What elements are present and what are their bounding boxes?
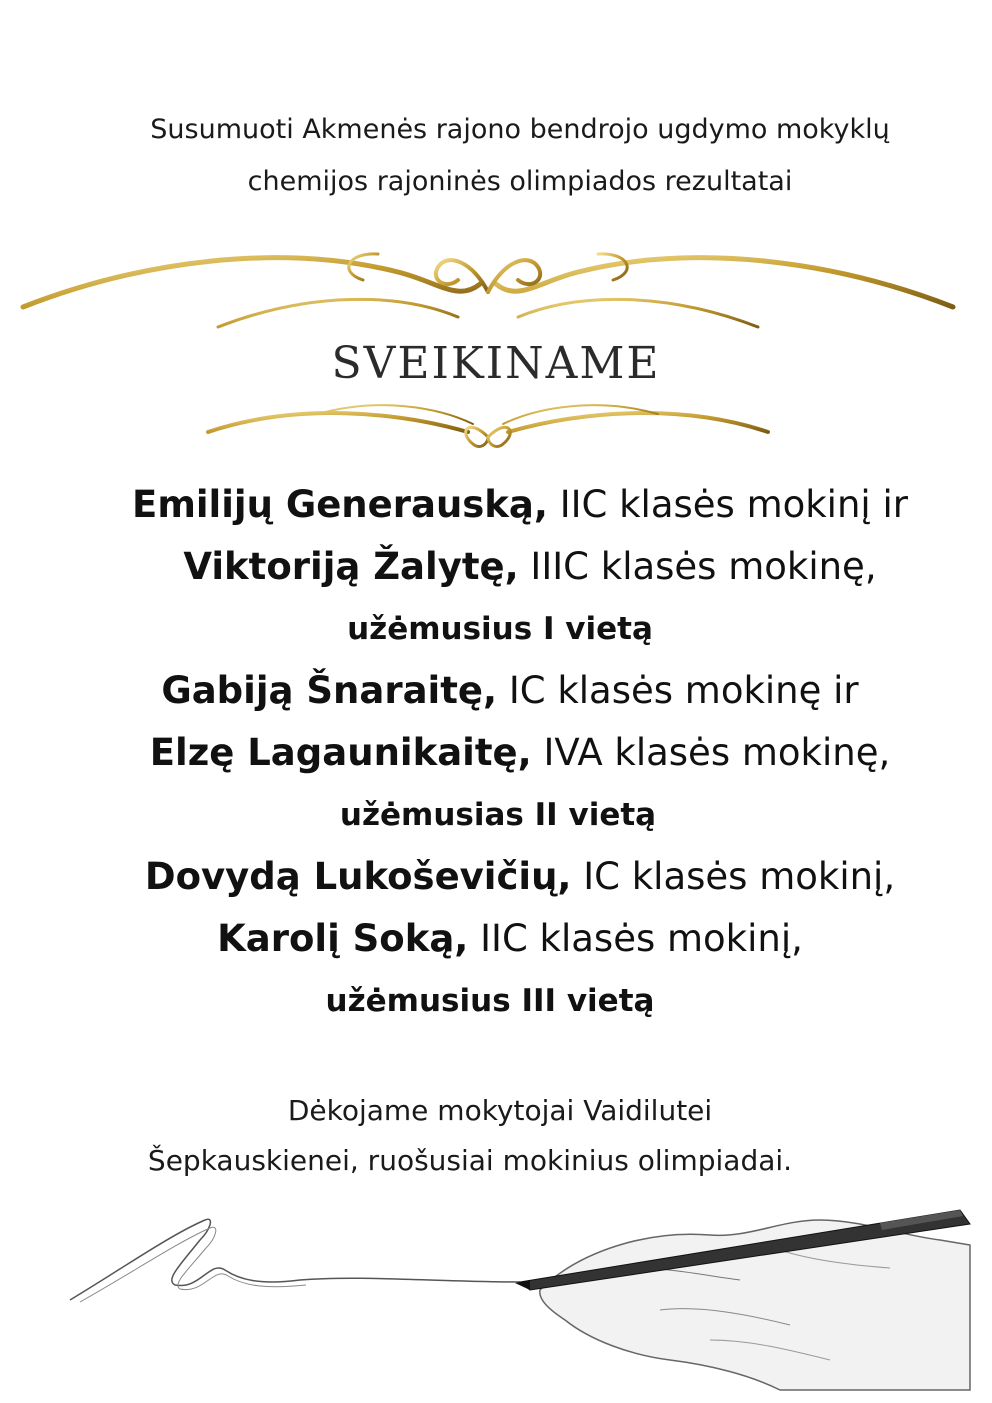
honor-line	[50, 536, 992, 598]
thanks-line-2: Šepkauskienei, ruošusiai mokinius olimpiadai.	[147, 1144, 793, 1177]
place-text: užėmusius III vietą	[325, 983, 655, 1019]
student-name: Gabiją Šnaraitę,	[161, 669, 498, 712]
thanks-text	[40, 1086, 960, 1186]
honor-line	[30, 908, 990, 970]
place-text: užėmusias II vietą	[339, 797, 657, 833]
student-class: IVA klasės mokinę,	[531, 731, 891, 774]
student-name: Emilijų Generauską,	[132, 483, 548, 526]
honors-list	[40, 474, 992, 1032]
student-class: IC klasės mokinę ir	[497, 669, 859, 712]
honor-line	[40, 722, 992, 784]
hand-with-pen-signature-icon	[60, 1190, 980, 1400]
honor-line	[40, 474, 992, 536]
place-text: užėmusius I vietą	[347, 611, 653, 647]
honor-line	[30, 660, 990, 722]
student-name: Viktoriją Žalytę,	[183, 545, 519, 588]
intro-line-1: Susumuoti Akmenės rajono bendrojo ugdymo mokyklų	[150, 114, 890, 145]
student-class: IIIC klasės mokinę,	[518, 545, 877, 588]
student-name: Karolį Soką,	[217, 917, 469, 960]
student-name: Dovydą Lukoševičių,	[144, 855, 572, 898]
student-name: Elzę Lagaunikaitę,	[149, 731, 532, 774]
student-class: IIC klasės mokinį ir	[547, 483, 908, 526]
banner-title: SVEIKINAME	[331, 338, 661, 389]
student-class: IIC klasės mokinį,	[468, 917, 803, 960]
thanks-line-1: Dėkojame mokytojai Vaidilutei	[287, 1094, 713, 1127]
intro-line-2: chemijos rajoninės olimpiados rezultatai	[247, 166, 793, 197]
honor-line	[40, 846, 992, 908]
student-class: IC klasės mokinį,	[571, 855, 896, 898]
intro-text	[90, 104, 950, 208]
